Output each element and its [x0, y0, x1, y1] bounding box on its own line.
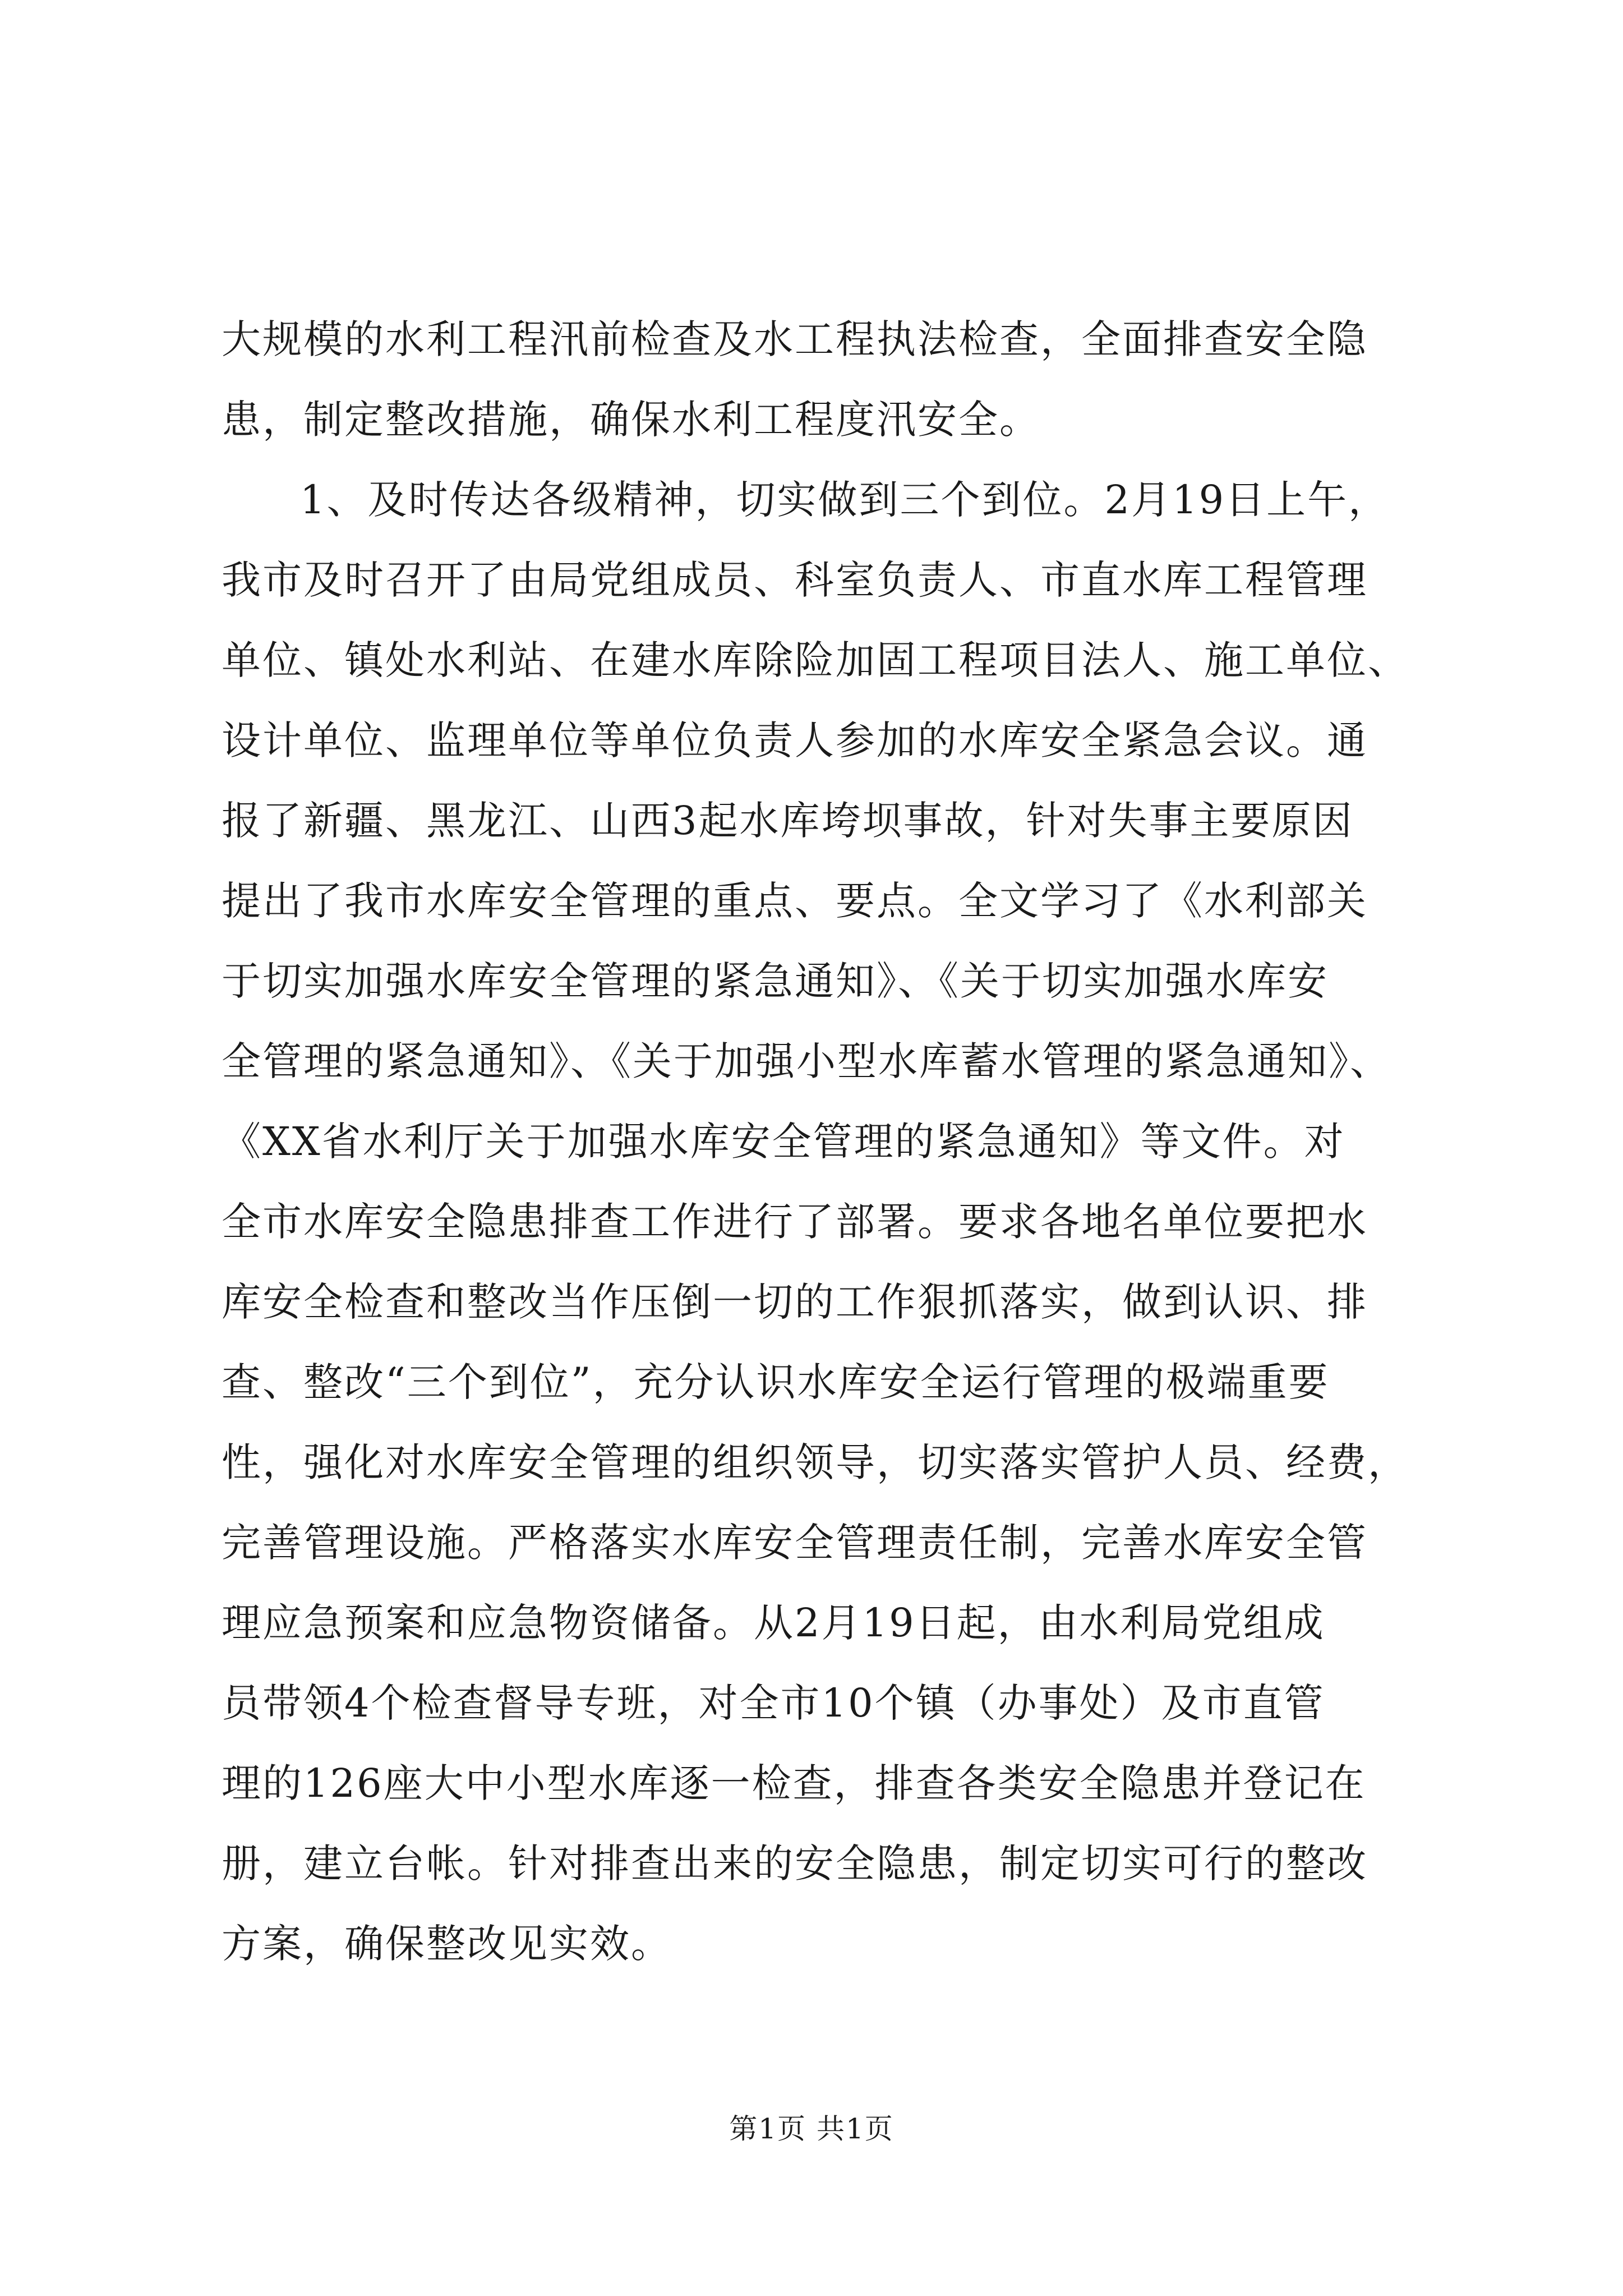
body-line-18: 员带领4个检查督导专班，对全市10个镇（办事处）及市直管 — [222, 1680, 1325, 1726]
body-line-13: 库安全检查和整改当作压倒一切的工作狠抓落实，做到认识、排 — [222, 1279, 1368, 1325]
body-line-5: 单位、镇处水利站、在建水库除险加固工程项目法人、施工单位、 — [222, 637, 1409, 683]
body-line-7: 报了新疆、黑龙江、山西3起水库垮坝事故，针对失事主要原因 — [222, 798, 1354, 844]
body-line-20: 册，建立台帐。针对排查出来的安全隐患，制定切实可行的整改 — [222, 1841, 1368, 1887]
body-line-6: 设计单位、监理单位等单位负责人参加的水库安全紧急会议。通 — [222, 717, 1368, 763]
body-line-21: 方案，确保整改见实效。 — [222, 1921, 672, 1967]
body-line-10: 全管理的紧急通知》、《关于加强小型水库蓄水管理的紧急通知》、 — [222, 1038, 1391, 1084]
body-line-9: 于切实加强水库安全管理的紧急通知》、《关于切实加强水库安 — [222, 958, 1329, 1004]
body-line-16: 完善管理设施。严格落实水库安全管理责任制，完善水库安全管 — [222, 1520, 1368, 1566]
body-line-12: 全市水库安全隐患排查工作进行了部署。要求各地名单位要把水 — [222, 1199, 1368, 1245]
body-line-3: 1、及时传达各级精神，切实做到三个到位。2月19日上午， — [300, 477, 1390, 523]
body-line-17: 理应急预案和应急物资储备。从2月19日起，由水利局党组成 — [222, 1600, 1325, 1646]
body-line-19: 理的126座大中小型水库逐一检查，排查各类安全隐患并登记在 — [222, 1760, 1366, 1806]
body-line-8: 提出了我市水库安全管理的重点、要点。全文学习了《水利部关 — [222, 878, 1368, 924]
body-line-14: 查、整改“三个到位”，充分认识水库安全运行管理的极端重要 — [222, 1359, 1330, 1405]
body-line-15: 性，强化对水库安全管理的组织领导，切实落实管护人员、经费， — [222, 1439, 1409, 1485]
body-line-4: 我市及时召开了由局党组成员、科室负责人、市直水库工程管理 — [222, 557, 1368, 603]
body-line-11: 《XX省水利厅关于加强水库安全管理的紧急通知》等文件。对 — [222, 1119, 1345, 1165]
body-line-2: 患，制定整改措施，确保水利工程度汛安全。 — [222, 397, 1040, 443]
body-line-1: 大规模的水利工程汛前检查及水工程执法检查，全面排查安全隐 — [222, 316, 1368, 362]
page-footer: 第1页 共1页 — [729, 2113, 894, 2145]
